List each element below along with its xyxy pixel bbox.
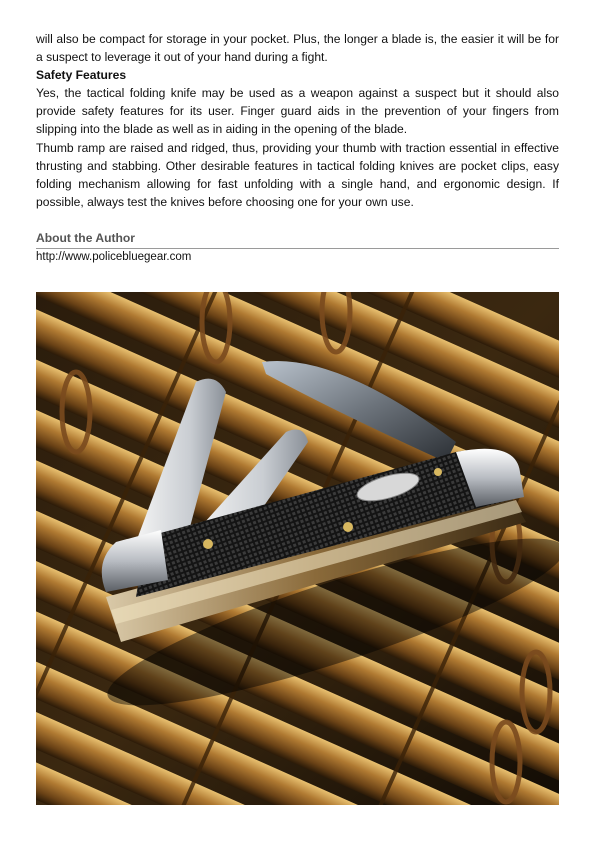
about-author-heading: About the Author bbox=[36, 231, 559, 249]
pocket-knife-illustration bbox=[36, 292, 559, 805]
author-url: http://www.policebluegear.com bbox=[36, 251, 192, 263]
pocket-knife-photo bbox=[36, 292, 559, 805]
safety-paragraph-1: Yes, the tactical folding knife may be used as a weapon against a suspect but it should also provide safety features for its user. Finger guard aids in the prevention of your fingers from slipping into the blade as well as in aiding in the opening of the blade. bbox=[36, 86, 559, 137]
safety-features-heading: Safety Features bbox=[36, 68, 127, 83]
safety-paragraph-2: Thumb ramp are raised and ridged, thus, providing your thumb with traction essential in effective thrusting and stabbing. Other desirable features in tactical folding knives are pocket clips, easy folding mechanism allowing for fast unfolding with a single hand, and ergonomic design. If possible, always test the knives before choosing one for your own use. bbox=[36, 140, 559, 209]
intro-paragraph: will also be compact for storage in your pocket. Plus, the longer a blade is, the easier it will be for a suspect to leverage it out of your hand during a fight. bbox=[36, 32, 559, 65]
article-body bbox=[36, 30, 559, 211]
